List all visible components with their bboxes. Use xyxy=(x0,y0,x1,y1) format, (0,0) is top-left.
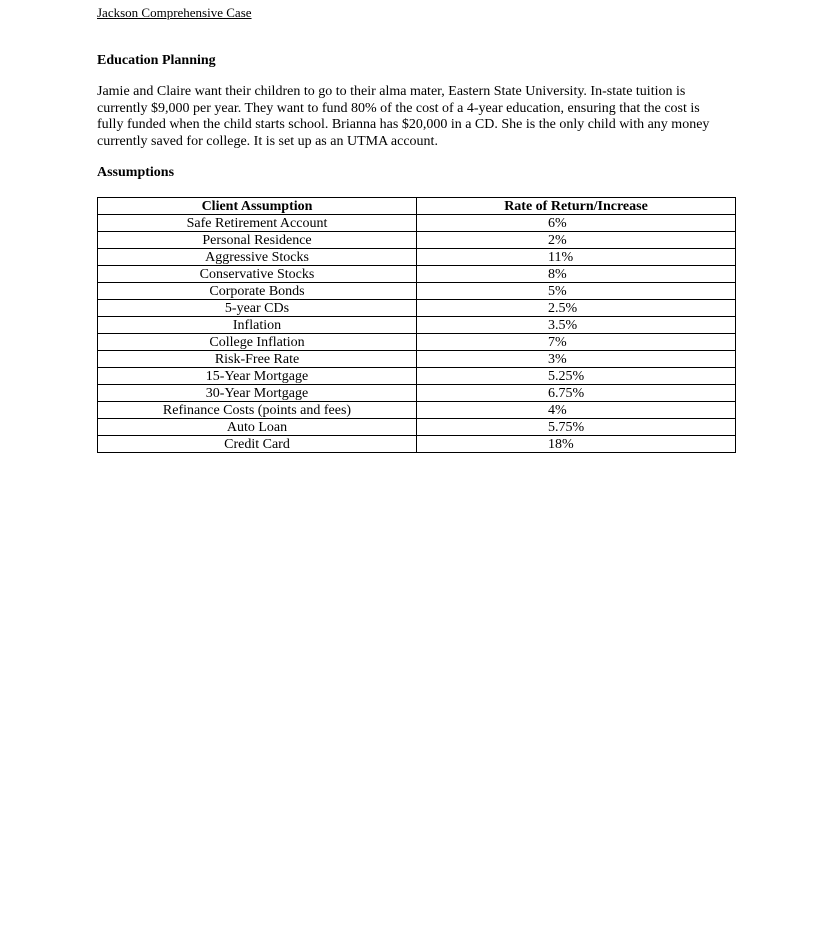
table-header-row xyxy=(98,198,736,215)
assumption-rate: 3% xyxy=(417,351,736,368)
table-row xyxy=(98,436,736,453)
table-row xyxy=(98,351,736,368)
assumption-rate: 4% xyxy=(417,402,736,419)
assumptions-title: Assumptions xyxy=(97,165,175,180)
table-row xyxy=(98,266,736,283)
assumption-name: Auto Loan xyxy=(98,419,417,436)
assumption-name: Credit Card xyxy=(98,436,417,453)
table-row xyxy=(98,368,736,385)
table-row xyxy=(98,215,736,232)
intro-paragraph: Jamie and Claire want their children to go to their alma mater, Eastern State University. In-state tuition is currently $9,000 per year. They want to fund 80% of the cost of a 4-year education, ensuring that the cost is fully funded when the child starts school. Brianna has $20,000 in a CD. She is the only child with any money currently saved for college. It is set up as an UTMA account. xyxy=(97,84,710,149)
assumption-name: Inflation xyxy=(98,317,417,334)
assumption-rate: 5% xyxy=(417,283,736,300)
table-row xyxy=(98,317,736,334)
table-row xyxy=(98,334,736,351)
assumption-rate: 6% xyxy=(417,215,736,232)
assumption-rate: 5.25% xyxy=(417,368,736,385)
assumption-rate: 6.75% xyxy=(417,385,736,402)
table-row xyxy=(98,300,736,317)
assumption-name: 5-year CDs xyxy=(98,300,417,317)
table-row xyxy=(98,419,736,436)
assumption-name: Safe Retirement Account xyxy=(98,215,417,232)
header-rate-of-return: Rate of Return/Increase xyxy=(417,198,736,215)
assumption-rate: 11% xyxy=(417,249,736,266)
section-title: Education Planning xyxy=(97,53,216,68)
assumption-name: Refinance Costs (points and fees) xyxy=(98,402,417,419)
assumption-name: College Inflation xyxy=(98,334,417,351)
assumption-rate: 8% xyxy=(417,266,736,283)
table-row xyxy=(98,249,736,266)
assumption-rate: 7% xyxy=(417,334,736,351)
assumption-rate: 2.5% xyxy=(417,300,736,317)
assumption-rate: 18% xyxy=(417,436,736,453)
assumptions-table xyxy=(97,197,736,453)
assumption-name: 30-Year Mortgage xyxy=(98,385,417,402)
header-client-assumption: Client Assumption xyxy=(98,198,417,215)
table-row xyxy=(98,385,736,402)
assumption-rate: 5.75% xyxy=(417,419,736,436)
assumption-name: Personal Residence xyxy=(98,232,417,249)
assumption-rate: 3.5% xyxy=(417,317,736,334)
table-row xyxy=(98,283,736,300)
assumption-name: Conservative Stocks xyxy=(98,266,417,283)
assumption-name: Risk-Free Rate xyxy=(98,351,417,368)
document-header: Jackson Comprehensive Case xyxy=(97,5,252,20)
assumption-name: Aggressive Stocks xyxy=(98,249,417,266)
assumption-name: 15-Year Mortgage xyxy=(98,368,417,385)
table-row xyxy=(98,232,736,249)
assumption-rate: 2% xyxy=(417,232,736,249)
assumption-name: Corporate Bonds xyxy=(98,283,417,300)
table-row xyxy=(98,402,736,419)
